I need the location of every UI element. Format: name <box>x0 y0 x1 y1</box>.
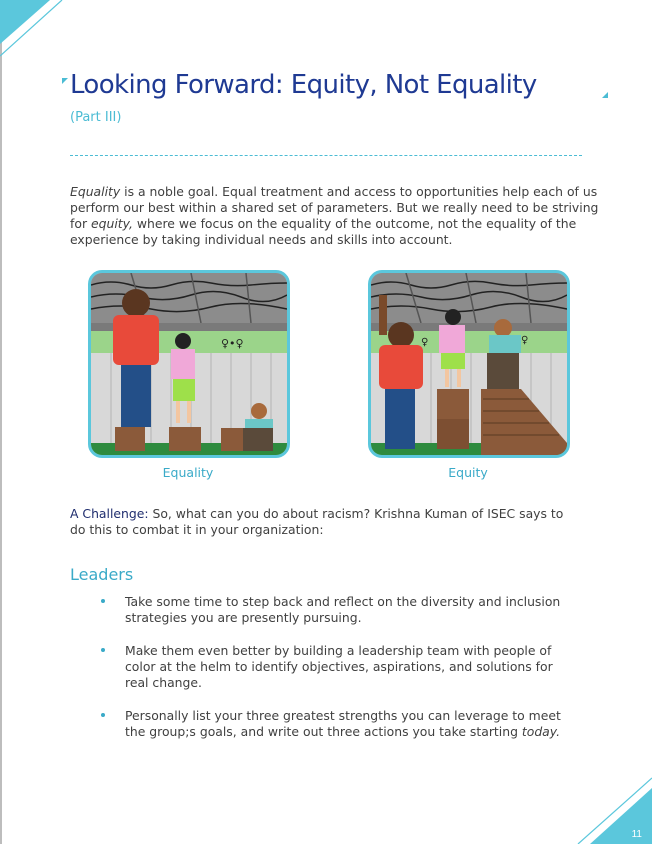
figure-equity <box>368 270 568 480</box>
intro-emphasis-equality: Equality <box>70 184 121 199</box>
page-number: 11 <box>631 829 642 840</box>
intro-paragraph <box>70 184 610 248</box>
intro-text-2: where we focus on the equality of the outcome, not the equality of the experience by taking individual needs and skills into account. <box>70 216 577 247</box>
leaders-bullet-list <box>100 594 570 757</box>
figure-caption-equity: Equity <box>448 465 488 480</box>
list-item <box>100 594 570 626</box>
svg-text:♀: ♀ <box>421 337 429 348</box>
intro-emphasis-equity: equity, <box>90 216 133 231</box>
corner-decoration-top-left <box>0 0 70 60</box>
list-item <box>100 643 570 691</box>
equity-illustration <box>368 270 570 458</box>
challenge-paragraph <box>70 506 570 538</box>
equality-illustration <box>88 270 290 458</box>
title-corner-accent <box>62 78 68 84</box>
list-item <box>100 708 570 740</box>
list-item-text: Take some time to step back and reflect on the diversity and inclusion strategies you are presently pursuing. <box>125 594 561 625</box>
page-title: Looking Forward: Equity, Not Equality <box>70 70 537 100</box>
challenge-lead: A Challenge: <box>70 506 149 521</box>
figure-caption-equality: Equality <box>162 465 214 480</box>
bullet-icon <box>101 713 105 717</box>
title-corner-accent-right <box>602 92 608 98</box>
svg-text:♀•♀: ♀•♀ <box>221 337 244 350</box>
challenge-text: So, what can you do about racism? Krishna Kuman of ISEC says to do this to combat it in your organization: <box>70 506 564 537</box>
list-item-text: Make them even better by building a leadership team with people of color at the helm to identify objectives, aspirations, and solutions for real change. <box>125 643 553 690</box>
bullet-icon <box>101 648 105 652</box>
intro-text-1: is a noble goal. Equal treatment and access to opportunities help each of us perform our best within a shared set of parameters. But we really need to be striving for <box>70 184 599 231</box>
section-heading-leaders: Leaders <box>70 565 134 584</box>
page-subtitle: (Part III) <box>70 110 122 125</box>
svg-text:♀: ♀ <box>521 335 529 346</box>
list-item-emphasis: today. <box>521 724 561 739</box>
bullet-icon <box>101 599 105 603</box>
list-item-text: Personally list your three greatest strengths you can leverage to meet the group;s goals, and write out three actions you take starting <box>125 708 561 739</box>
figure-equality <box>88 270 288 480</box>
dashed-divider <box>70 155 582 156</box>
page-edge-rule <box>0 0 2 844</box>
